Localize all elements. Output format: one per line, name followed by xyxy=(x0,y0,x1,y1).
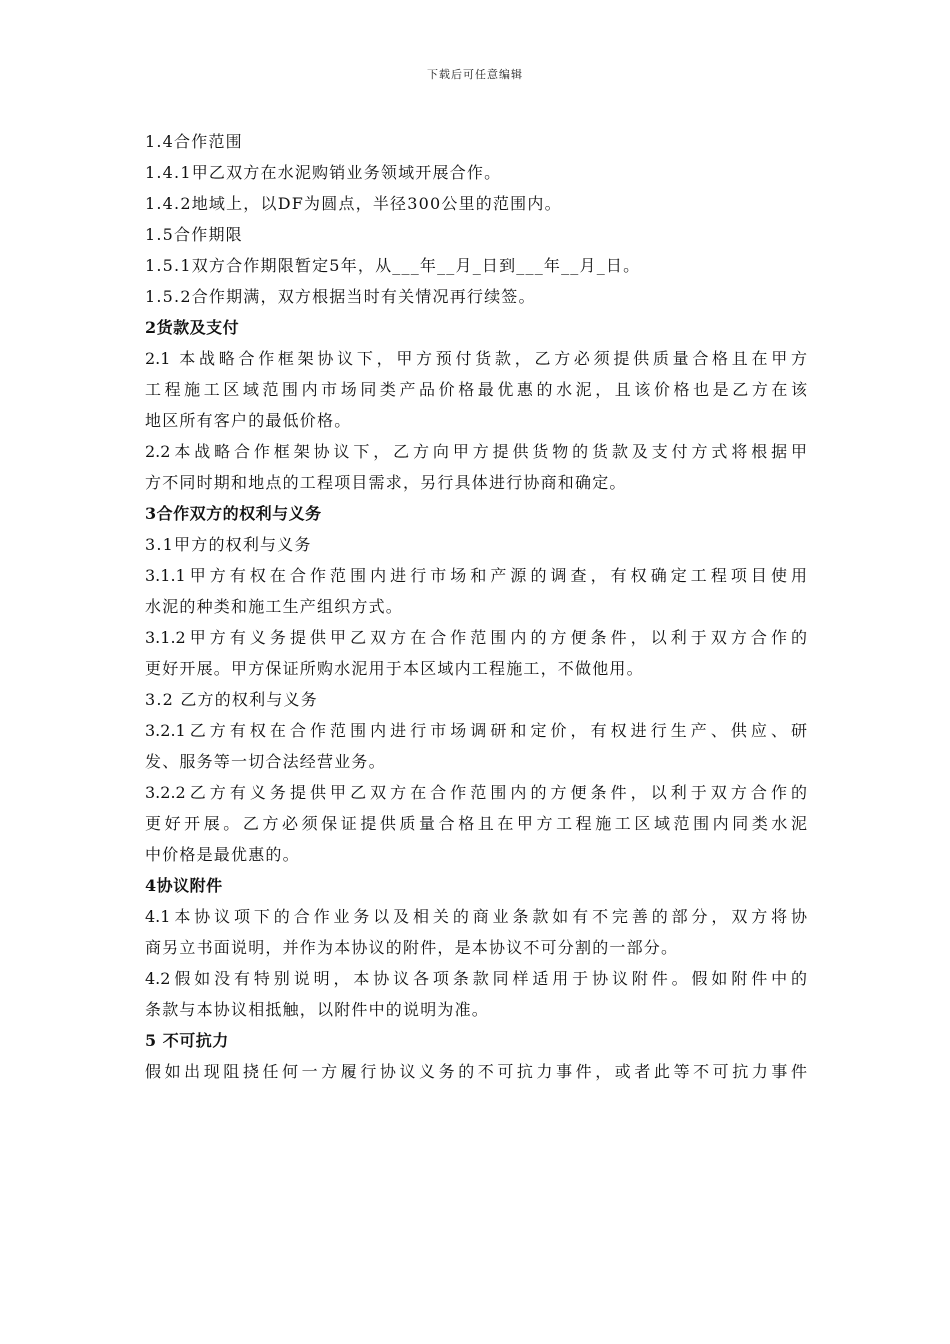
text-line: 3.2.1乙方有权在合作范围内进行市场调研和定价，有权进行生产、供应、研 xyxy=(145,721,807,740)
section-heading: 2货款及支付 xyxy=(145,318,240,337)
text-line: 更好开展。乙方必须保证提供质量合格且在甲方工程施工区域范围内同类水泥 xyxy=(145,814,807,833)
text-line: 1.4.2地域上，以DF为圆点，半径300公里的范围内。 xyxy=(145,194,562,213)
text-line: 3.1.1甲方有权在合作范围内进行市场和产源的调查，有权确定工程项目使用 xyxy=(145,566,807,585)
text-line: 4.1本协议项下的合作业务以及相关的商业条款如有不完善的部分，双方将协 xyxy=(145,907,807,926)
text-line: 更好开展。甲方保证所购水泥用于本区域内工程施工，不做他用。 xyxy=(145,659,644,678)
text-line: 1.4.1甲乙双方在水泥购销业务领域开展合作。 xyxy=(145,163,502,182)
section-heading: 5 不可抗力 xyxy=(145,1031,229,1050)
text-line: 水泥的种类和施工生产组织方式。 xyxy=(145,597,404,616)
text-line: 方不同时期和地点的工程项目需求，另行具体进行协商和确定。 xyxy=(145,473,627,492)
page-header: 下载后可任意编辑 xyxy=(427,68,523,81)
text-line: 中价格是最优惠的。 xyxy=(145,845,300,864)
text-line: 1.5.1双方合作期限暂定5年，从___年__月_日到___年__月_日。 xyxy=(145,256,641,275)
text-line: 4.2假如没有特别说明，本协议各项条款同样适用于协议附件。假如附件中的 xyxy=(145,969,807,988)
text-line: 条款与本协议相抵触，以附件中的说明为准。 xyxy=(145,1000,490,1019)
section-heading: 4协议附件 xyxy=(145,876,223,895)
text-line: 3.1甲方的权利与义务 xyxy=(145,535,312,554)
text-line: 商另立书面说明，并作为本协议的附件，是本协议不可分割的一部分。 xyxy=(145,938,679,957)
document-body xyxy=(145,126,807,1087)
text-line: 3.1.2甲方有义务提供甲乙双方在合作范围内的方便条件，以利于双方合作的 xyxy=(145,628,807,647)
text-line: 工程施工区域范围内市场同类产品价格最优惠的水泥，且该价格也是乙方在该 xyxy=(145,380,807,399)
text-line: 2.2本战略合作框架协议下，乙方向甲方提供货物的货款及支付方式将根据甲 xyxy=(145,442,807,461)
text-line: 1.5合作期限 xyxy=(145,225,243,244)
text-line: 1.4合作范围 xyxy=(145,132,243,151)
text-line: 假如出现阻挠任何一方履行协议义务的不可抗力事件，或者此等不可抗力事件 xyxy=(145,1062,807,1081)
text-line: 发、服务等一切合法经营业务。 xyxy=(145,752,386,771)
text-line: 地区所有客户的最低价格。 xyxy=(145,411,352,430)
text-line: 1.5.2合作期满，双方根据当时有关情况再行续签。 xyxy=(145,287,536,306)
section-heading: 3合作双方的权利与义务 xyxy=(145,504,322,523)
text-line: 2.1 本战略合作框架协议下，甲方预付货款，乙方必须提供质量合格且在甲方 xyxy=(145,349,807,368)
text-line: 3.2.2乙方有义务提供甲乙双方在合作范围内的方便条件，以利于双方合作的 xyxy=(145,783,807,802)
text-line: 3.2 乙方的权利与义务 xyxy=(145,690,318,709)
